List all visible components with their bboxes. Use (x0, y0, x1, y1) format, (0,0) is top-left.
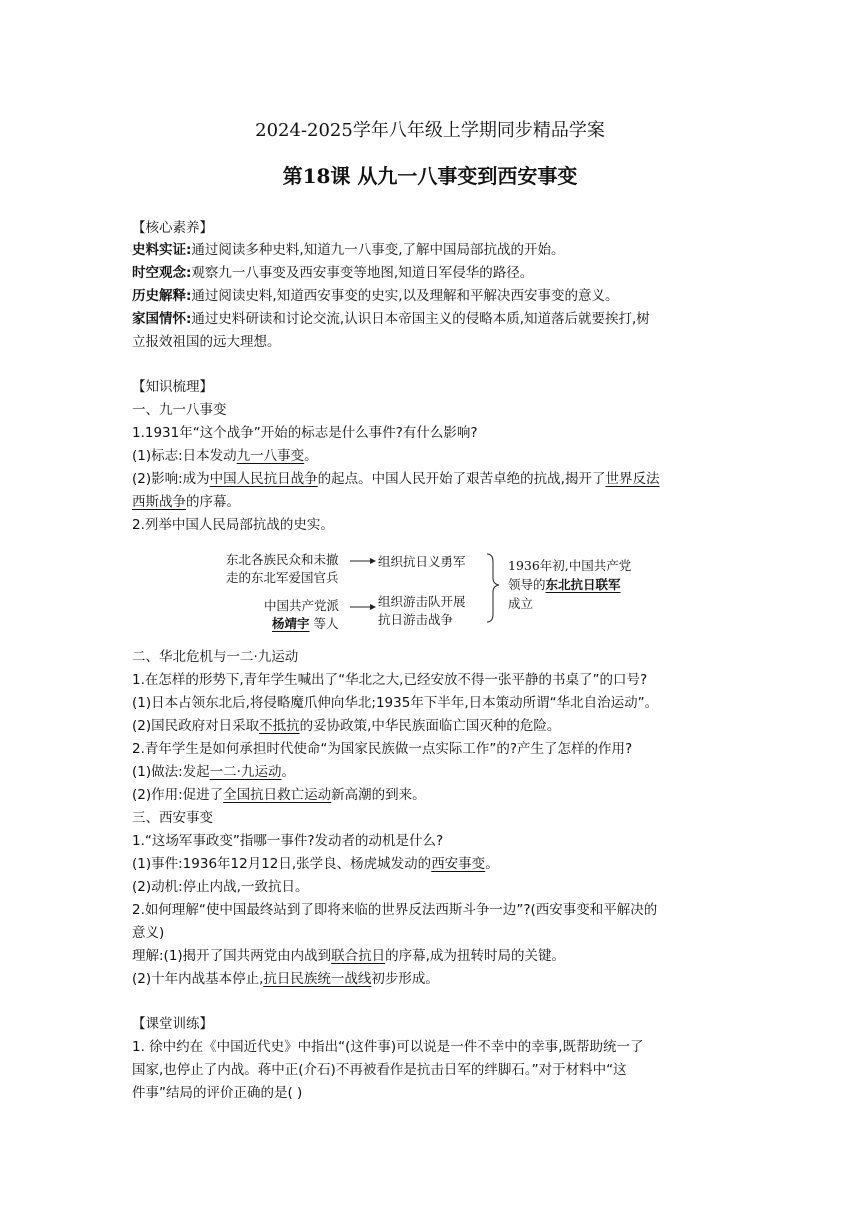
answer-key: 世界反法 (605, 471, 660, 487)
diagram-text: 领导的东北抗日联军 (508, 577, 621, 592)
diagram-text: 杨靖宇 等人 (272, 616, 339, 631)
diagram-text: 组织抗日义勇军 (378, 554, 466, 569)
core-item (132, 308, 732, 330)
document-title: 2024-2025学年八年级上学期同步精品学案 (255, 120, 605, 141)
core-item-text: 通过阅读史料,知道西安事变的史实,以及理解和平解决西安事变的意义。 (191, 288, 619, 304)
question: 2.如何理解“使中国最终站到了即将来临的世界反法西斯斗争一边”?(西安事变和平解决的 (132, 902, 658, 918)
answer: (2)作用:促进了全国抗日救亡运动新高潮的到来。 (132, 787, 426, 803)
diagram-text: 中国共产党派 (264, 598, 340, 613)
diagram-text: 成立 (508, 596, 534, 611)
answer-key: 不抵抗 (259, 718, 300, 734)
answer-key: 联合抗日 (331, 948, 386, 964)
answer: (1)标志:日本发动九一八事变。 (132, 448, 318, 464)
core-item (132, 285, 732, 307)
core-item-label: 时空观念: (132, 265, 192, 281)
core-item (132, 262, 732, 284)
practice-question: 件事”结局的评价正确的是( ) (132, 1085, 303, 1101)
section-title: 三、西安事变 (132, 810, 213, 826)
answer-key: 一二·九运动 (209, 764, 282, 780)
core-item-text: 通过阅读多种史料,知道九一八事变,了解中国局部抗战的开始。 (191, 242, 565, 258)
answer-continued: 西斯战争的序幕。 (132, 494, 240, 510)
answer: 理解:(1)揭开了国共两党由内战到联合抗日的序幕,成为扭转时局的关键。 (132, 948, 565, 964)
question: 1.“这场军事政变”指哪一事件?发动者的动机是什么? (132, 833, 444, 849)
answer: (2)国民政府对日采取不抵抗的妥协政策,中华民族面临亡国灭种的危险。 (132, 718, 561, 734)
diagram-text: 抗日游击战争 (378, 612, 454, 627)
answer-key: 全国抗日救亡运动 (223, 787, 332, 803)
core-heading: 【核心素养】 (132, 220, 213, 236)
question-continued: 意义) (132, 925, 165, 941)
question: 2.青年学生是如何承担时代使命“为国家民族做一点实际工作”的?产生了怎样的作用? (132, 741, 633, 757)
question: 1.1931年“这个战争”开始的标志是什么事件?有什么影响? (132, 425, 478, 441)
knowledge-heading: 【知识梳理】 (132, 379, 213, 395)
practice-question: 1. 徐中约在《中国近代史》中指出“(这件事)可以说是一件不幸中的幸事,既帮助统一了 (132, 1039, 644, 1055)
answer-key: 中国人民抗日战争 (209, 471, 318, 487)
question: 2.列举中国人民局部抗战的史实。 (132, 517, 334, 533)
diagram-text: 东北各族民众和未撤 (226, 552, 339, 567)
lesson-title: 第18课 从九一八事变到西安事变 (282, 164, 578, 188)
answer-key: 东北抗日联军 (545, 577, 621, 592)
core-item-label: 家国情怀: (132, 311, 192, 327)
anti-japanese-diagram (220, 548, 650, 634)
practice-question: 国家,也停止了内战。蒋中正(介石)不再被看作是抗击日军的绊脚石。”对于材料中“这 (132, 1062, 627, 1078)
section-title: 一、九一八事变 (132, 402, 227, 418)
diagram-text: 走的东北军爱国官兵 (226, 570, 339, 585)
answer-key: 西安事变 (431, 856, 486, 872)
answer-key: 九一八事变 (236, 448, 305, 464)
answer: (1)日本占领东北后,将侵略魔爪伸向华北;1935年下半年,日本策动所谓“华北自治运动”。 (132, 695, 659, 711)
core-item-continued: 立报效祖国的远大理想。 (132, 334, 281, 350)
core-item-label: 历史解释: (132, 288, 192, 304)
answer-key: 杨靖宇 (272, 616, 310, 631)
core-item-text: 通过史料研读和讨论交流,认识日本帝国主义的侵略本质,知道落后就要挨打,树 (191, 311, 650, 327)
core-item-label: 史料实证: (132, 242, 192, 258)
answer-key: 抗日民族统一战线 (263, 971, 372, 987)
section-title: 二、华北危机与一二·九运动 (132, 649, 299, 665)
answer: (1)做法:发起一二·九运动。 (132, 764, 295, 780)
core-item-text: 观察九一八事变及西安事变等地图,知道日军侵华的路径。 (191, 265, 534, 281)
practice-heading: 【课堂训练】 (132, 1016, 213, 1032)
diagram-text: 1936年初,中国共产党 (508, 558, 632, 573)
answer: (1)事件:1936年12月12日,张学良、杨虎城发动的西安事变。 (132, 856, 499, 872)
question: 1.在怎样的形势下,青年学生喊出了“华北之大,已经安放不得一张平静的书桌了”的口号? (132, 672, 648, 688)
answer: (2)动机:停止内战,一致抗日。 (132, 879, 309, 895)
answer: (2)影响:成为中国人民抗日战争的起点。中国人民开始了艰苦卓绝的抗战,揭开了世界反法 (132, 471, 660, 487)
answer-key: 西斯战争 (132, 494, 186, 510)
core-item (132, 239, 732, 261)
diagram-text: 组织游击队开展 (378, 594, 466, 609)
answer: (2)十年内战基本停止,抗日民族统一战线初步形成。 (132, 971, 439, 987)
